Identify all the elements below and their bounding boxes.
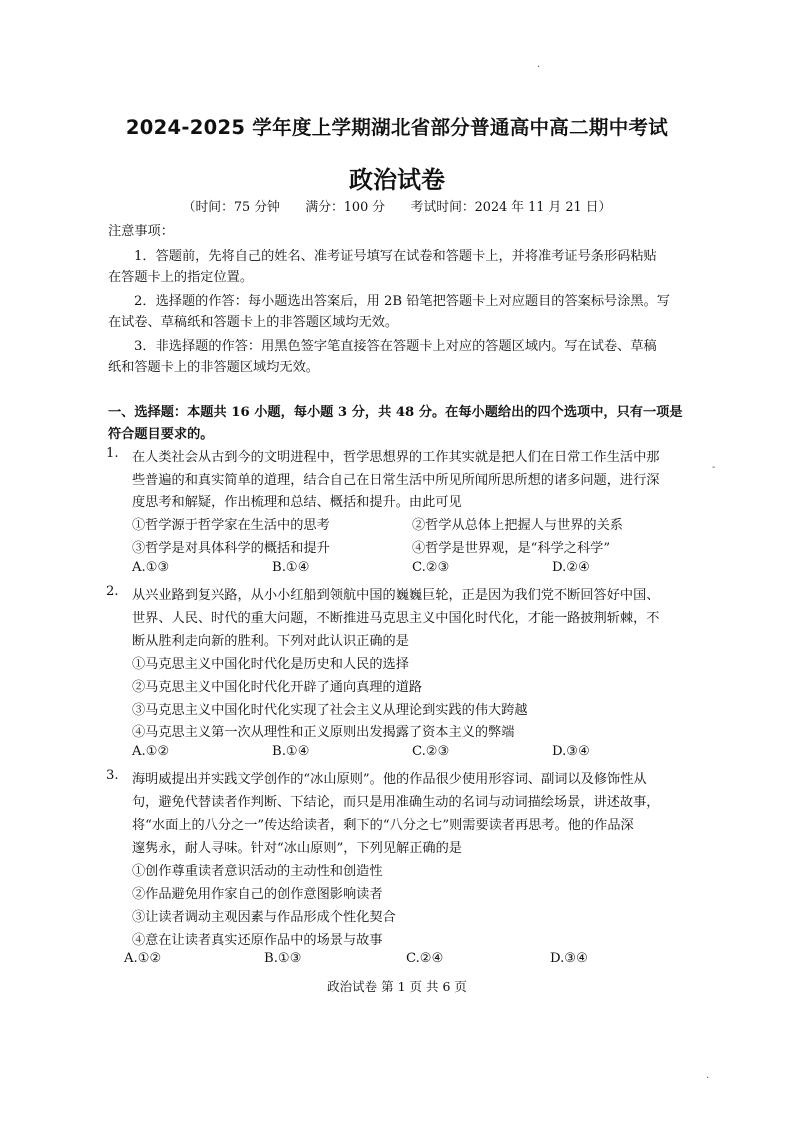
option-a: A.①②: [124, 951, 162, 966]
statement: ④马克思主义第一次从理性和正义原则出发揭露了资本主义的弊端: [132, 725, 515, 740]
exam-title: 2024-2025 学年度上学期湖北省部分普通高中高二期中考试: [125, 116, 669, 139]
notice-line: 1．答题前，先将自己的姓名、准考证号填写在试卷和答题卡上，并将准考证号条形码粘贴: [134, 249, 657, 264]
option-a: A.①②: [132, 744, 170, 759]
statement: ④意在让读者真实还原作品中的场景与故事: [132, 933, 383, 948]
option-c: C.②④: [406, 951, 444, 966]
option-c: C.②③: [412, 744, 450, 759]
question-stem: 度思考和解疑，作出梳理和总结、概括和提升。由此可见: [132, 495, 462, 510]
notice-line: 2．选择题的作答：每小题选出答案后，用 2B 铅笔把答题卡上对应题目的答案标号涂黑。写: [134, 294, 670, 309]
question-stem: 在人类社会从古到今的文明进程中，哲学思想界的工作其实就是把人们在日常工作生活中那: [132, 450, 660, 465]
question-stem: 邃隽永，耐人寻味。针对“冰山原则”，下列见解正确的是: [132, 841, 462, 856]
question-stem: 断从胜利走向新的胜利。下列对此认识正确的是: [132, 634, 409, 649]
statement: ②哲学从总体上把握人与世界的关系: [412, 518, 623, 533]
option-d: D.②④: [552, 560, 590, 575]
question-stem: 世界、人民、时代的重大问题，不断推进马克思主义中国化时代化，才能一路披荆斩棘，不: [132, 611, 660, 626]
question-stem: 将“水面上的八分之一”传达给读者，剩下的“八分之七”则需要读者再思考。他的作品深: [132, 818, 634, 833]
statement: ②马克思主义中国化时代化开辟了通向真理的道路: [132, 680, 423, 695]
section-heading: 符合题目要求的。: [108, 427, 214, 442]
option-c: C.②③: [412, 560, 450, 575]
statement-row: [132, 537, 732, 557]
option-b: B.①④: [272, 560, 310, 575]
notice-line: 在答题卡上的指定位置。: [108, 270, 254, 285]
statement: ①马克思主义中国化时代化是历史和人民的选择: [132, 657, 409, 672]
scan-speck: ·: [706, 1073, 710, 1084]
section-heading: 一、选择题：本题共 16 小题，每小题 3 分，共 48 分。在每小题给出的四个选项中，只有一项是: [108, 405, 683, 420]
answer-options: [132, 560, 732, 580]
exam-subject: 政治试卷: [349, 166, 445, 194]
notice-line: 在试卷、草稿纸和答题卡上的非答题区域均无效。: [108, 315, 399, 330]
scan-speck: ·: [537, 62, 541, 73]
option-d: D.③④: [550, 951, 588, 966]
option-b: B.①③: [264, 951, 302, 966]
answer-options: [132, 744, 732, 764]
statement: ③哲学是对具体科学的概括和提升: [132, 541, 330, 556]
question-number: 3.: [106, 768, 119, 783]
question-stem: 从兴业路到复兴路，从小小红船到领航中国的巍巍巨轮，正是因为我们党不断回答好中国、: [132, 588, 660, 603]
statement: ④哲学是世界观，是“科学之科学”: [412, 541, 611, 556]
exam-info: （时间：75 分钟 满分：100 分 考试时间：2024 年 11 月 21 日）: [182, 200, 612, 215]
question-number: 2.: [106, 584, 119, 599]
statement: ②作品避免用作家自己的创作意图影响读者: [132, 887, 383, 902]
question-number: 1.: [106, 446, 119, 461]
option-a: A.①③: [132, 560, 170, 575]
statement-row: [132, 514, 732, 534]
option-d: D.③④: [552, 744, 590, 759]
page-footer: 政治试卷 第 1 页 共 6 页: [327, 979, 467, 994]
statement: ③马克思主义中国化时代化实现了社会主义从理论到实践的伟大跨越: [132, 703, 528, 718]
option-b: B.①④: [272, 744, 310, 759]
notice-heading: 注意事项：: [108, 224, 174, 239]
statement: ①创作尊重读者意识活动的主动性和创造性: [132, 864, 383, 879]
scan-speck: -: [712, 462, 716, 473]
question-stem: 些普遍的和真实简单的道理，结合自己在日常生活中所见所闻所思所想的诸多问题，进行深: [132, 473, 660, 488]
notice-line: 3．非选择题的作答：用黑色签字笔直接答在答题卡上对应的答题区域内。写在试卷、草稿: [134, 339, 657, 354]
question-stem: 句，避免代替读者作判断、下结论，而只是用准确生动的名词与动词描绘场景，讲述故事，: [132, 795, 660, 810]
answer-options: [124, 951, 732, 971]
question-stem: 海明威提出并实践文学创作的“冰山原则”。他的作品很少使用形容词、副词以及修饰性从: [132, 772, 647, 787]
notice-line: 纸和答题卡上的非答题区域均无效。: [108, 360, 319, 375]
statement: ①哲学源于哲学家在生活中的思考: [132, 518, 330, 533]
statement: ③让读者调动主观因素与作品形成个性化契合: [132, 910, 396, 925]
